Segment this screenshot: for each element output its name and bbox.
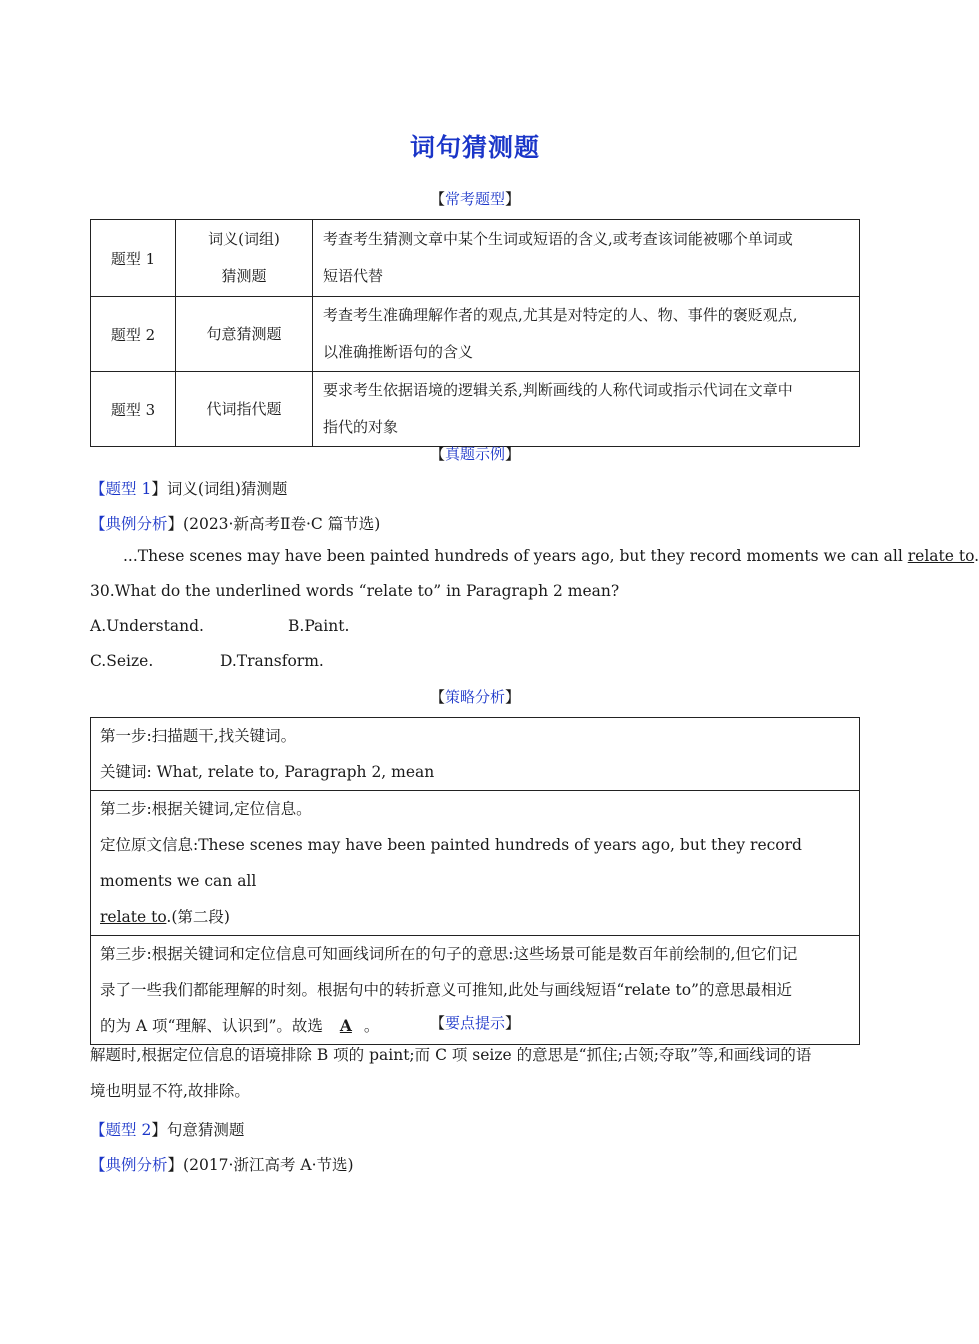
type-name-cell: 代词指代题 — [176, 372, 313, 447]
table-row — [91, 718, 860, 791]
section-heading-strategy: 【策略分析】 — [429, 688, 521, 706]
example2-analysis-line: 【典例分析】(2017·浙江高考 A·节选) — [90, 1156, 354, 1174]
table-row — [91, 220, 860, 297]
answer-blank: A — [339, 1016, 352, 1035]
strategy-table — [90, 717, 860, 1045]
example1-passage: ...These scenes may have been painted hundreds of years ago, but they record moments we can all relate to. — [123, 547, 979, 565]
type-desc-cell: 要求考生依据语境的逻辑关系,判断画线的人称代词或指示代词在文章中 指代的对象 — [313, 372, 860, 447]
type-cell: 题型 1 — [91, 220, 176, 297]
type-desc-cell: 考查考生准确理解作者的观点,尤其是对特定的人、物、事件的褒贬观点, 以准确推断语句的含义 — [313, 297, 860, 372]
type-desc-cell: 考查考生猜测文章中某个生词或短语的含义,或考查该词能被哪个单词或 短语代替 — [313, 220, 860, 297]
question-types-table — [90, 219, 860, 447]
strategy-step-1: 第一步:扫描题干,找关键词。 关键词: What, relate to, Paragraph 2, mean — [91, 718, 860, 791]
type-cell: 题型 2 — [91, 297, 176, 372]
example1-analysis-line: 【典例分析】(2023·新高考Ⅱ卷·C 篇节选) — [90, 515, 381, 533]
example1-type-line: 【题型 1】词义(词组)猜测题 — [90, 480, 288, 498]
table-row — [91, 372, 860, 447]
example1-question: 30.What do the underlined words “relate to” in Paragraph 2 mean? — [90, 582, 620, 600]
type-cell: 题型 3 — [91, 372, 176, 447]
section-heading-key-points: 【要点提示】 — [429, 1014, 521, 1032]
option-d: D.Transform. — [220, 652, 324, 670]
type-name-cell: 句意猜测题 — [176, 297, 313, 372]
option-b: B.Paint. — [288, 617, 350, 635]
section-heading-common-types: 【常考题型】 — [429, 190, 521, 208]
type-name-cell: 词义(词组) 猜测题 — [176, 220, 313, 297]
section-heading-real-examples: 【真题示例】 — [429, 445, 521, 463]
page-title: 词句猜测题 — [409, 133, 540, 162]
table-row — [91, 791, 860, 936]
strategy-step-3: 第三步:根据关键词和定位信息可知画线词所在的句子的意思:这些场景可能是数百年前绘制的,但它们记 录了一些我们都能理解的时刻。根据句中的转折意义可推知,此处与画线短语“relate to”的意思最相近 的为 A 项“理解、认识到”。故选 A 。 — [91, 936, 860, 1045]
example2-type-line: 【题型 2】句意猜测题 — [90, 1121, 245, 1139]
key-points-text: 解题时,根据定位信息的语境排除 B 项的 paint;而 C 项 seize 的意思是“抓住;占领;夺取”等,和画线词的语 境也明显不符,故排除。 — [90, 1046, 812, 1100]
option-c: C.Seize. — [90, 652, 154, 670]
option-a: A.Understand. — [90, 617, 204, 635]
strategy-step-2: 第二步:根据关键词,定位信息。 定位原文信息:These scenes may have been painted hundreds of years ago, but they record moments we can all relate to.(第二段) — [91, 791, 860, 936]
table-row — [91, 297, 860, 372]
